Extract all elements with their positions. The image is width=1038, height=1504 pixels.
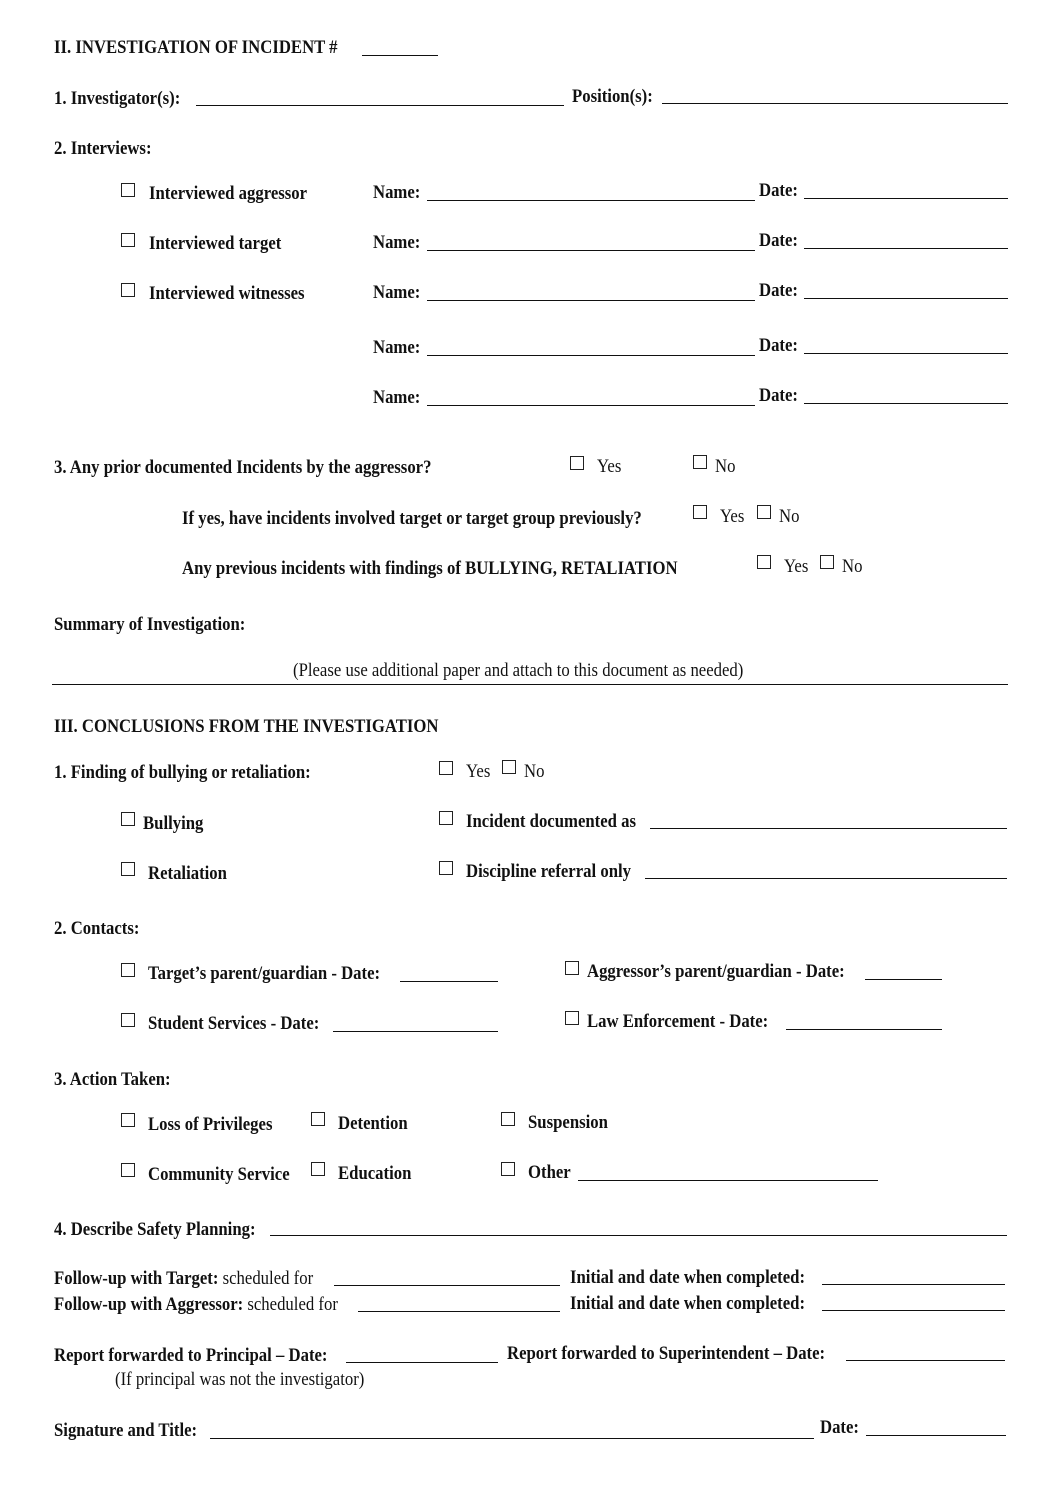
aggressor-parent-label: Aggressor’s parent/guardian - Date: (587, 961, 845, 982)
followup-aggressor-scheduled: scheduled for (247, 1294, 338, 1315)
student-services-date-field[interactable] (333, 1031, 498, 1032)
followup-target-initial-label: Initial and date when completed: (570, 1267, 806, 1288)
detention-checkbox[interactable] (311, 1112, 325, 1126)
previous-yes-label: Yes (784, 556, 809, 577)
positions-label: Position(s): (572, 86, 653, 107)
followup-aggressor-field[interactable] (358, 1311, 560, 1312)
discipline-referral-field[interactable] (645, 878, 1007, 879)
aggressor-parent-date-field[interactable] (865, 979, 942, 980)
law-enforcement-checkbox[interactable] (565, 1011, 579, 1025)
followup-target-label: Follow-up with Target: (54, 1268, 219, 1289)
education-label: Education (338, 1163, 412, 1184)
incident-documented-label: Incident documented as (466, 811, 637, 832)
target-parent-label: Target’s parent/guardian - Date: (148, 963, 381, 984)
detention-label: Detention (338, 1113, 408, 1134)
suspension-checkbox[interactable] (501, 1112, 515, 1126)
interviews-label: 2. Interviews: (54, 138, 152, 159)
prior-incidents-question: 3. Any prior documented Incidents by the aggressor? (54, 457, 432, 478)
followup-aggressor-initial-label: Initial and date when completed: (570, 1293, 806, 1314)
other-checkbox[interactable] (501, 1162, 515, 1176)
name-label-4: Name: (373, 337, 421, 358)
finding-yes-checkbox[interactable] (439, 761, 453, 775)
prior-yes-label: Yes (597, 456, 622, 477)
incident-documented-checkbox[interactable] (439, 811, 453, 825)
followup-target-field[interactable] (334, 1285, 560, 1286)
interviewed-witnesses-label: Interviewed witnesses (149, 283, 305, 304)
report-principal-label: Report forwarded to Principal – Date: (54, 1345, 328, 1366)
discipline-referral-checkbox[interactable] (439, 861, 453, 875)
summary-label: Summary of Investigation: (54, 614, 246, 635)
education-checkbox[interactable] (311, 1162, 325, 1176)
name-label-5: Name: (373, 387, 421, 408)
safety-planning-field[interactable] (270, 1235, 1007, 1236)
incident-number-field[interactable] (362, 55, 438, 56)
ifyes-no-checkbox[interactable] (757, 505, 771, 519)
retaliation-checkbox[interactable] (121, 862, 135, 876)
community-service-checkbox[interactable] (121, 1163, 135, 1177)
date-label-2: Date: (759, 230, 798, 251)
loss-privileges-checkbox[interactable] (121, 1113, 135, 1127)
signature-date-field[interactable] (866, 1435, 1006, 1436)
suspension-label: Suspension (528, 1112, 608, 1133)
bullying-label: Bullying (143, 813, 204, 834)
date-field-1[interactable] (804, 198, 1008, 199)
other-label: Other (528, 1162, 571, 1183)
previous-yes-checkbox[interactable] (757, 555, 771, 569)
date-field-3[interactable] (804, 298, 1008, 299)
summary-field[interactable] (52, 684, 1008, 685)
action-taken-label: 3. Action Taken: (54, 1069, 171, 1090)
student-services-label: Student Services - Date: (148, 1013, 320, 1034)
previous-no-checkbox[interactable] (820, 555, 834, 569)
signature-field[interactable] (210, 1438, 814, 1439)
target-parent-date-field[interactable] (400, 981, 498, 982)
report-superintendent-label: Report forwarded to Superintendent – Date: (507, 1343, 826, 1364)
report-superintendent-date-field[interactable] (846, 1360, 1005, 1361)
name-field-5[interactable] (427, 405, 755, 406)
aggressor-parent-checkbox[interactable] (565, 961, 579, 975)
date-label-3: Date: (759, 280, 798, 301)
target-parent-checkbox[interactable] (121, 963, 135, 977)
other-field[interactable] (578, 1180, 878, 1181)
signature-date-label: Date: (820, 1417, 859, 1438)
finding-label: 1. Finding of bullying or retaliation: (54, 762, 311, 783)
followup-aggressor-initial-field[interactable] (822, 1310, 1005, 1311)
previous-findings-question: Any previous incidents with findings of BULLYING, RETALIATION (182, 558, 678, 579)
followup-target-initial-field[interactable] (822, 1284, 1005, 1285)
student-services-checkbox[interactable] (121, 1013, 135, 1027)
date-field-5[interactable] (804, 403, 1008, 404)
law-enforcement-label: Law Enforcement - Date: (587, 1011, 769, 1032)
followup-target-row (54, 1268, 313, 1290)
section-title-investigation: II. INVESTIGATION OF INCIDENT # (54, 37, 338, 58)
followup-aggressor-row (54, 1294, 338, 1316)
discipline-referral-label: Discipline referral only (466, 861, 632, 882)
name-label-2: Name: (373, 232, 421, 253)
name-field-2[interactable] (427, 250, 755, 251)
interviewed-aggressor-checkbox[interactable] (121, 183, 135, 197)
safety-planning-label: 4. Describe Safety Planning: (54, 1219, 256, 1240)
law-enforcement-date-field[interactable] (786, 1029, 942, 1030)
finding-yes-label: Yes (466, 761, 491, 782)
interviewed-witnesses-checkbox[interactable] (121, 283, 135, 297)
followup-aggressor-label: Follow-up with Aggressor: (54, 1294, 244, 1315)
name-label-3: Name: (373, 282, 421, 303)
signature-label: Signature and Title: (54, 1420, 198, 1441)
name-field-1[interactable] (427, 200, 755, 201)
report-principal-date-field[interactable] (346, 1362, 498, 1363)
date-label-1: Date: (759, 180, 798, 201)
retaliation-label: Retaliation (148, 863, 227, 884)
interviewed-aggressor-label: Interviewed aggressor (149, 183, 308, 204)
prior-no-label: No (715, 456, 736, 477)
finding-no-checkbox[interactable] (502, 760, 516, 774)
ifyes-yes-checkbox[interactable] (693, 505, 707, 519)
finding-no-label: No (524, 761, 545, 782)
loss-privileges-label: Loss of Privileges (148, 1114, 273, 1135)
name-field-4[interactable] (427, 355, 755, 356)
name-label-1: Name: (373, 182, 421, 203)
investigators-field[interactable] (196, 105, 564, 106)
summary-note: (Please use additional paper and attach to this document as needed) (293, 660, 744, 681)
principal-note: (If principal was not the investigator) (115, 1369, 365, 1390)
interviewed-target-checkbox[interactable] (121, 233, 135, 247)
bullying-checkbox[interactable] (121, 812, 135, 826)
previous-no-label: No (842, 556, 863, 577)
community-service-label: Community Service (148, 1164, 290, 1185)
prior-yes-checkbox[interactable] (570, 456, 584, 470)
investigators-label: 1. Investigator(s): (54, 88, 181, 109)
ifyes-question: If yes, have incidents involved target or target group previously? (182, 508, 642, 529)
name-field-3[interactable] (427, 300, 755, 301)
ifyes-no-label: No (779, 506, 800, 527)
followup-target-scheduled: scheduled for (222, 1268, 314, 1289)
positions-field[interactable] (662, 103, 1008, 104)
date-field-4[interactable] (804, 353, 1008, 354)
section-title-conclusions: III. CONCLUSIONS FROM THE INVESTIGATION (54, 716, 439, 737)
incident-documented-field[interactable] (650, 828, 1007, 829)
date-field-2[interactable] (804, 248, 1008, 249)
date-label-4: Date: (759, 335, 798, 356)
prior-no-checkbox[interactable] (693, 455, 707, 469)
date-label-5: Date: (759, 385, 798, 406)
interviewed-target-label: Interviewed target (149, 233, 282, 254)
contacts-label: 2. Contacts: (54, 918, 140, 939)
ifyes-yes-label: Yes (720, 506, 745, 527)
